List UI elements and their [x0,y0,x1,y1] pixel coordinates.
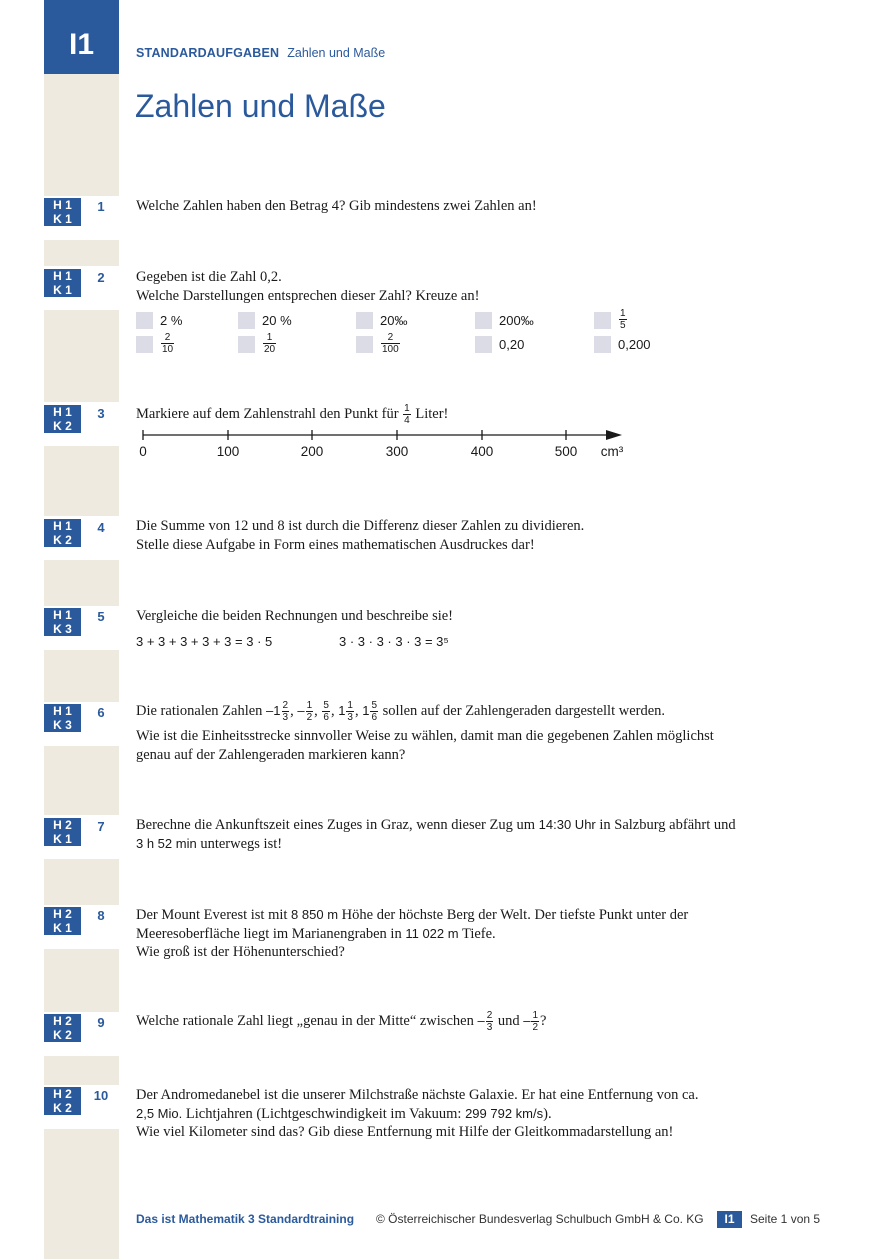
fraction: $\frac{2}{100}$ [382,332,399,355]
task-3-text: Markiere auf dem Zahlenstrahl den Punkt für $\frac{1}{4}$ Liter! [136,403,449,426]
hk-badge: H 2 K 2 [44,1014,81,1042]
expression-product: 3 · 3 · 3 · 3 · 3 = 3⁵ [339,634,449,649]
task-4-text: Die Summe von 12 und 8 ist durch die Differenz dieser Zahlen zu dividieren. Stelle diese Aufgabe in Form eines mathematischen Ausdruckes dar! [136,518,585,553]
number-line[interactable] [136,426,636,462]
tick-label: 100 [216,444,240,459]
hk-badge: H 2 K 1 [44,818,81,846]
task-5-text: Vergleiche die beiden Rechnungen und beschreibe sie! [136,608,454,624]
fraction: $\frac{1}{3}$ [347,700,353,724]
hk-badge: H 2 K 2 [44,1087,81,1115]
footer-book-title: Das ist Mathematik 3 Standardtraining [136,1212,355,1226]
checkbox[interactable] [136,312,153,329]
checkbox[interactable] [475,312,492,329]
fraction: $\frac{1}{20}$ [264,332,276,355]
task-2-line2: Welche Darstellungen entsprechen dieser Zahl? Kreuze an! [136,287,480,304]
fraction: $\frac{1}{4}$ [404,403,410,426]
checkbox[interactable] [238,336,255,353]
checkbox[interactable] [594,336,611,353]
tick-label: 500 [554,444,578,459]
hk-badge: H 2 K 1 [44,907,81,935]
task-number: 2 [97,270,105,285]
task-1-text: Welche Zahlen haben den Betrag 4? Gib mindestens zwei Zahlen an! [136,198,537,214]
task-number: 7 [97,819,105,834]
fraction: $\frac{1}{2}$ [306,700,313,724]
task-9-text: Welche rationale Zahl liegt „genau in der Mitte“ zwischen – $\frac{2}{3}$ und – $\frac{1}{2}$ ? [136,1010,547,1034]
checkbox[interactable] [594,312,611,329]
fraction: $\frac{2}{3}$ [486,1010,493,1034]
hk-badge: H 1 K 3 [44,704,81,732]
checkbox[interactable] [475,336,492,353]
task-10-text: Der Andromedanebel ist die unserer Milchstraße nächste Galaxie. Er hat eine Entfernung von ca. 2,5 Mio. Lichtjahren (Lichtgeschwindigkeit im Vakuum: 299 792 km/s). Wie viel Kilometer sind das? Gib diese Entfernung mit Hilfe der Gleitkommadarstellung an! [136,1087,699,1140]
task-2-text [136,268,816,305]
fraction: $\frac{1}{2}$ [532,1010,539,1034]
fraction: $\frac{2}{10}$ [162,332,174,355]
hk-badge: H 1 K 2 [44,519,81,547]
task-7-text: Berechne die Ankunftszeit eines Zuges in Graz, wenn dieser Zug um 14:30 Uhr in Salzburg abfährt und 3 h 52 min unterwegs ist! [136,817,736,852]
tick-label: 300 [385,444,409,459]
tick-label: 200 [300,444,324,459]
checkbox[interactable] [356,336,373,353]
checkbox[interactable] [356,312,373,329]
task-2-line1: Gegeben ist die Zahl 0,2. [136,269,282,285]
page-header [136,46,385,60]
expression-sum: 3 + 3 + 3 + 3 + 3 = 3 · 5 [136,634,273,649]
footer-chapter-badge: I1 [717,1211,742,1228]
tick-label: 0 [139,444,147,459]
task-number: 8 [97,908,105,923]
task-6-rest: Wie ist die Einheitsstrecke sinnvoller Weise zu wählen, damit man die gegebenen Zahlen möglichst genau auf der Zahlengeraden markieren kann? [136,728,714,763]
task-number: 9 [97,1015,105,1030]
page-title: Zahlen und Maße [135,88,386,124]
fraction: $\frac{5}{6}$ [323,700,329,724]
fraction: $\frac{1}{5}$ [620,308,626,331]
header-category: STANDARDAUFGABEN [136,46,280,60]
task-number: 10 [93,1088,109,1103]
unit-label: cm³ [600,444,624,459]
hk-badge: H 1 K 3 [44,608,81,636]
task-number: 4 [97,520,105,535]
task-6-line1: Die rationalen Zahlen –1 $\frac{2}{3}$ , – $\frac{1}{2}$ , $\frac{5}{6}$ , 1 $\frac{1}{3}$ , 1 $\frac{5}{6}$ sollen auf der Zahlengeraden dargestellt werden. [136,700,666,724]
fraction: $\frac{5}{6}$ [371,700,378,724]
task-number: 5 [97,609,105,624]
hk-badge: H 1 K 2 [44,405,81,433]
checkbox[interactable] [238,312,255,329]
footer-copyright: © Österreichischer Bundesverlag Schulbuch GmbH & Co. KG [376,1212,704,1226]
task-8-text: Der Mount Everest ist mit 8 850 m Höhe der höchste Berg der Welt. Der tiefste Punkt unter der Meeresoberfläche liegt im Marianengraben in 11 022 m Tiefe. Wie groß ist der Höhenunterschied? [136,907,689,960]
header-topic: Zahlen und Maße [287,46,386,60]
task-number: 1 [97,199,105,214]
task-number: 3 [97,406,105,421]
fraction: $\frac{2}{3}$ [282,700,289,724]
hk-badge: H 1 K 1 [44,269,81,297]
checkbox[interactable] [136,336,153,353]
chapter-badge: I1 [44,0,119,74]
footer-page-number: Seite 1 von 5 [750,1212,821,1226]
tick-label: 400 [470,444,494,459]
task-number: 6 [97,705,105,720]
hk-badge: H 1 K 1 [44,198,81,226]
